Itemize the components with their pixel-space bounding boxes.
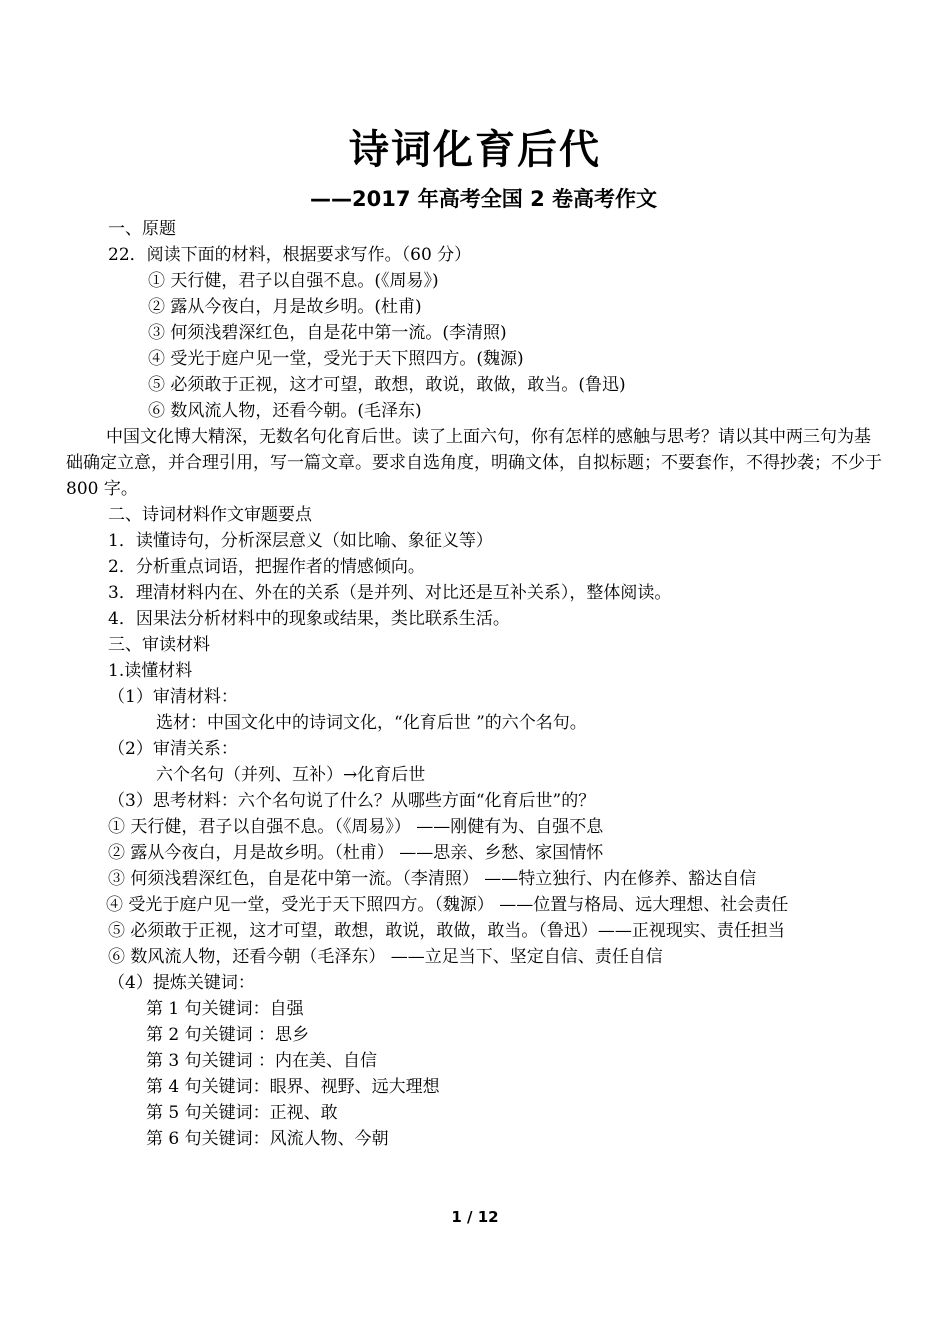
keyword-item: 第 2 句关键词 ：思乡 <box>146 1025 310 1045</box>
quote-item: ⑤ 必须敢于正视，这才可望，敢想，敢说，敢做，敢当。(鲁迅) <box>148 375 626 395</box>
quote-item: ① 天行健，君子以自强不息。(《周易》) <box>148 271 439 291</box>
step-detail: 选材：中国文化中的诗词文化，“化育后世 ”的六个名句。 <box>156 713 587 733</box>
subsection-heading: 1.读懂材料 <box>108 661 193 681</box>
point-item: 1．读懂诗句，分析深层意义（如比喻、象征义等） <box>108 531 493 551</box>
analysis-item: ① 天行健，君子以自强不息。（《周易》） ——刚健有为、自强不息 <box>108 817 604 837</box>
keyword-item: 第 3 句关键词 ：内在美、自信 <box>146 1051 378 1071</box>
step-label: （3）思考材料：六个名句说了什么？从哪些方面“化育后世”的？ <box>108 791 596 811</box>
point-item: 4．因果法分析材料中的现象或结果，类比联系生活。 <box>108 609 510 629</box>
section-heading: 一、原题 <box>108 219 176 239</box>
point-item: 3．理清材料内在、外在的关系（是并列、对比还是互补关系），整体阅读。 <box>108 583 672 603</box>
section-heading: 三、审读材料 <box>108 635 210 655</box>
analysis-item: ⑥ 数风流人物，还看今朝（毛泽东） ——立足当下、坚定自信、责任自信 <box>108 947 663 967</box>
page-number: 1 / 12 <box>451 1208 499 1226</box>
step-label: （1）审清材料： <box>108 687 238 707</box>
page-title: 诗词化育后代 <box>349 127 601 173</box>
quote-item: ③ 何须浅碧深红色，自是花中第一流。(李清照) <box>148 323 507 343</box>
quote-item: ② 露从今夜白，月是故乡明。(杜甫) <box>148 297 422 317</box>
question-prompt: 22．阅读下面的材料，根据要求写作。（60 分） <box>108 245 472 265</box>
quote-item: ④ 受光于庭户见一堂，受光于天下照四方。(魏源) <box>148 349 524 369</box>
total-pages: 12 <box>477 1208 499 1226</box>
document-body <box>66 216 886 1152</box>
current-page: 1 <box>451 1208 462 1226</box>
keyword-item: 第 6 句关键词：风流人物、今朝 <box>146 1129 389 1149</box>
analysis-item: ② 露从今夜白，月是故乡明。（杜甫） ——思亲、乡愁、家国情怀 <box>108 843 604 863</box>
page-subtitle: ——2017 年高考全国 2 卷高考作文 <box>310 187 657 211</box>
point-item: 2．分析重点词语，把握作者的情感倾向。 <box>108 557 425 577</box>
instruction-paragraph: 中国文化博大精深，无数名句化育后世。读了上面六句，你有怎样的感触与思考？请以其中两三句为基础确定立意，并合理引用，写一篇文章。要求自选角度，明确文体，自拟标题；不要套作，不得抄袭；不少于 800 字。 <box>66 427 888 499</box>
analysis-item: ⑤ 必须敢于正视，这才可望，敢想，敢说，敢做，敢当。（鲁迅）——正视现实、责任担当 <box>108 921 785 941</box>
section-heading: 二、诗词材料作文审题要点 <box>108 505 312 525</box>
keyword-item: 第 4 句关键词：眼界、视野、远大理想 <box>146 1077 440 1097</box>
step-label: （4）提炼关键词： <box>108 973 255 993</box>
keyword-item: 第 1 句关键词：自强 <box>146 999 304 1019</box>
step-detail: 六个名句（并列、互补）→化育后世 <box>156 765 426 785</box>
keyword-item: 第 5 句关键词：正视、敢 <box>146 1103 338 1123</box>
analysis-item: ④ 受光于庭户见一堂，受光于天下照四方。（魏源） ——位置与格局、远大理想、社会责任 <box>106 895 789 915</box>
quote-item: ⑥ 数风流人物，还看今朝。(毛泽东) <box>148 401 422 421</box>
step-label: （2）审清关系： <box>108 739 238 759</box>
analysis-item: ③ 何须浅碧深红色，自是花中第一流。（李清照） ——特立独行、内在修养、豁达自信 <box>108 869 757 889</box>
